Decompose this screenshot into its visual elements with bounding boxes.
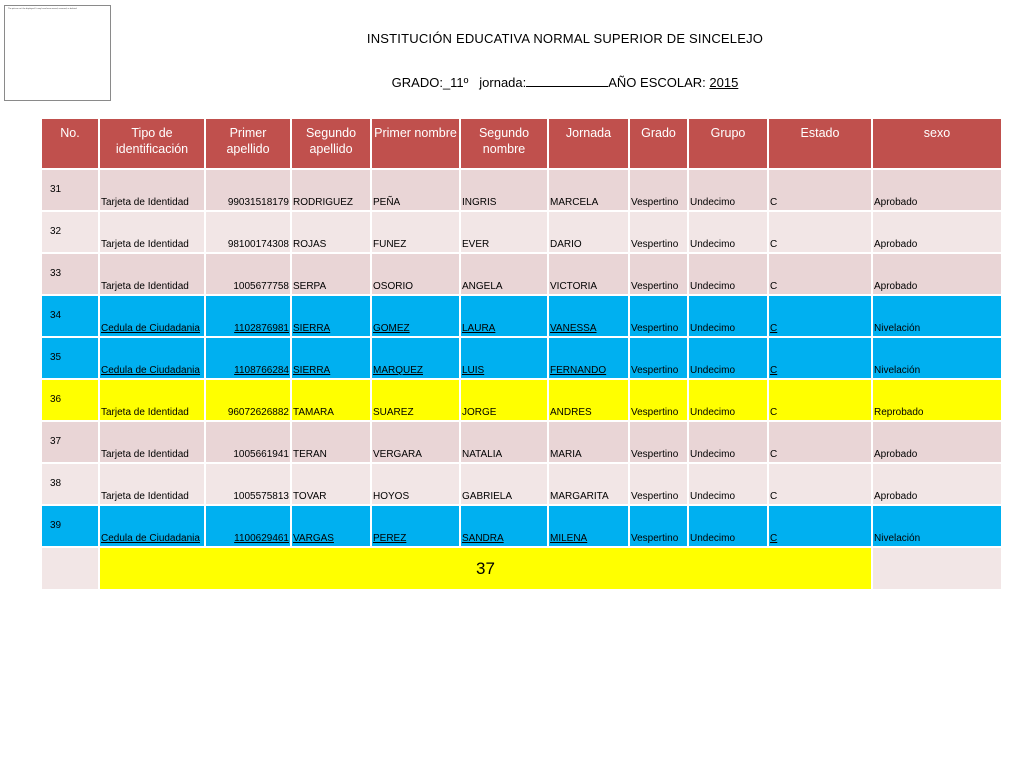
cell-grado: Undecimo — [688, 295, 768, 337]
cell-sexo: Nivelación — [872, 295, 1002, 337]
cell-grupo: C — [768, 463, 872, 505]
cell-grupo: C — [768, 421, 872, 463]
cell-grado: Undecimo — [688, 337, 768, 379]
cell-n1: SANDRA — [460, 505, 548, 547]
cell-ap1: TERAN — [291, 421, 371, 463]
cell-ap1: TOVAR — [291, 463, 371, 505]
cell-jornada: Vespertino — [629, 253, 688, 295]
cell-doc: 96072626882 — [205, 379, 291, 421]
cell-doc: 1005661941 — [205, 421, 291, 463]
cell-n2: VICTORIA — [548, 253, 629, 295]
cell-sexo: Aprobado — [872, 463, 1002, 505]
cell-sexo: Nivelación — [872, 505, 1002, 547]
cell-sexo: Reprobado — [872, 379, 1002, 421]
anio-label: AÑO ESCOLAR: — [608, 75, 706, 90]
table-row — [41, 253, 1002, 295]
table-row — [41, 337, 1002, 379]
cell-grado: Undecimo — [688, 169, 768, 211]
cell-no: 39 — [41, 505, 99, 547]
cell-n2: VANESSA — [548, 295, 629, 337]
cell-tipo: Cedula de Ciudadania — [99, 505, 205, 547]
cell-ap1: RODRIGUEZ — [291, 169, 371, 211]
cell-tipo: Tarjeta de Identidad — [99, 253, 205, 295]
col-header: Grupo — [688, 118, 768, 169]
table-row — [41, 211, 1002, 253]
cell-grado: Undecimo — [688, 421, 768, 463]
cell-n1: EVER — [460, 211, 548, 253]
jornada-blank — [526, 76, 608, 87]
cell-n2: DARIO — [548, 211, 629, 253]
total-count: 37 — [99, 547, 872, 590]
cell-tipo: Cedula de Ciudadania — [99, 295, 205, 337]
cell-grado: Undecimo — [688, 505, 768, 547]
cell-tipo: Tarjeta de Identidad — [99, 421, 205, 463]
cell-ap1: ROJAS — [291, 211, 371, 253]
cell-no: 36 — [41, 379, 99, 421]
table-header-row — [41, 118, 1002, 169]
cell-tipo: Tarjeta de Identidad — [99, 463, 205, 505]
page-title: INSTITUCIÓN EDUCATIVA NORMAL SUPERIOR DE SINCELEJO — [366, 31, 764, 46]
cell-jornada: Vespertino — [629, 211, 688, 253]
cell-ap1: VARGAS — [291, 505, 371, 547]
cell-doc: 98100174308 — [205, 211, 291, 253]
cell-doc: 1005575813 — [205, 463, 291, 505]
cell-jornada: Vespertino — [629, 463, 688, 505]
cell-ap1: TAMARA — [291, 379, 371, 421]
cell-grado: Undecimo — [688, 253, 768, 295]
col-header: Primer nombre — [371, 118, 460, 169]
cell-ap2: VERGARA — [371, 421, 460, 463]
cell-n1: INGRIS — [460, 169, 548, 211]
student-table — [40, 117, 1003, 591]
cell-n1: LUIS — [460, 337, 548, 379]
cell-jornada: Vespertino — [629, 379, 688, 421]
cell-jornada: Vespertino — [629, 169, 688, 211]
cell-ap1: SIERRA — [291, 337, 371, 379]
cell-n1: GABRIELA — [460, 463, 548, 505]
table-row — [41, 379, 1002, 421]
cell-no: 33 — [41, 253, 99, 295]
cell-doc: 99031518179 — [205, 169, 291, 211]
cell-sexo: Aprobado — [872, 169, 1002, 211]
logo-error-text: The picture can't be displayed. It may have been moved, renamed, or deleted. — [8, 8, 78, 10]
cell-n1: JORGE — [460, 379, 548, 421]
cell-grupo: C — [768, 505, 872, 547]
cell-no: 38 — [41, 463, 99, 505]
table-row — [41, 169, 1002, 211]
cell-no: 35 — [41, 337, 99, 379]
cell-ap2: HOYOS — [371, 463, 460, 505]
total-spacer — [872, 547, 1002, 590]
col-header: Segundo nombre — [460, 118, 548, 169]
cell-doc: 1108766284 — [205, 337, 291, 379]
cell-n1: NATALIA — [460, 421, 548, 463]
cell-sexo: Aprobado — [872, 253, 1002, 295]
cell-ap2: SUAREZ — [371, 379, 460, 421]
cell-tipo: Cedula de Ciudadania — [99, 337, 205, 379]
cell-ap1: SERPA — [291, 253, 371, 295]
cell-tipo: Tarjeta de Identidad — [99, 211, 205, 253]
cell-n2: MARIA — [548, 421, 629, 463]
cell-n2: FERNANDO — [548, 337, 629, 379]
table-row — [41, 463, 1002, 505]
cell-sexo: Nivelación — [872, 337, 1002, 379]
cell-n2: MARCELA — [548, 169, 629, 211]
cell-ap2: PEÑA — [371, 169, 460, 211]
cell-n1: LAURA — [460, 295, 548, 337]
cell-sexo: Aprobado — [872, 421, 1002, 463]
cell-grupo: C — [768, 169, 872, 211]
cell-n1: ANGELA — [460, 253, 548, 295]
cell-grupo: C — [768, 337, 872, 379]
total-row — [41, 547, 1002, 590]
cell-jornada: Vespertino — [629, 337, 688, 379]
col-header: Tipo de identificación — [99, 118, 205, 169]
col-header: sexo — [872, 118, 1002, 169]
cell-ap1: SIERRA — [291, 295, 371, 337]
cell-doc: 1005677758 — [205, 253, 291, 295]
table-row — [41, 505, 1002, 547]
cell-doc: 1102876981 — [205, 295, 291, 337]
table-row — [41, 421, 1002, 463]
col-header: Segundo apellido — [291, 118, 371, 169]
cell-grupo: C — [768, 379, 872, 421]
cell-n2: MILENA — [548, 505, 629, 547]
cell-grado: Undecimo — [688, 379, 768, 421]
col-header: Estado — [768, 118, 872, 169]
cell-no: 37 — [41, 421, 99, 463]
cell-ap2: OSORIO — [371, 253, 460, 295]
cell-grupo: C — [768, 295, 872, 337]
cell-n2: MARGARITA — [548, 463, 629, 505]
cell-grupo: C — [768, 211, 872, 253]
cell-grupo: C — [768, 253, 872, 295]
cell-no: 31 — [41, 169, 99, 211]
cell-jornada: Vespertino — [629, 295, 688, 337]
cell-ap2: MARQUEZ — [371, 337, 460, 379]
cell-ap2: PEREZ — [371, 505, 460, 547]
cell-grado: Undecimo — [688, 211, 768, 253]
table-row — [41, 295, 1002, 337]
cell-ap2: GOMEZ — [371, 295, 460, 337]
cell-jornada: Vespertino — [629, 421, 688, 463]
cell-sexo: Aprobado — [872, 211, 1002, 253]
anio-value: 2015 — [709, 75, 739, 90]
grado-label: GRADO:_11º — [391, 75, 469, 90]
col-header: Grado — [629, 118, 688, 169]
col-header: No. — [41, 118, 99, 169]
col-header: Jornada — [548, 118, 629, 169]
cell-tipo: Tarjeta de Identidad — [99, 379, 205, 421]
cell-ap2: FUNEZ — [371, 211, 460, 253]
cell-grado: Undecimo — [688, 463, 768, 505]
cell-jornada: Vespertino — [629, 505, 688, 547]
jornada-label: jornada: — [479, 75, 527, 90]
cell-no: 32 — [41, 211, 99, 253]
total-spacer — [41, 547, 99, 590]
logo-placeholder — [4, 5, 111, 101]
cell-no: 34 — [41, 295, 99, 337]
col-header: Primer apellido — [205, 118, 291, 169]
grado-line — [330, 75, 800, 90]
cell-tipo: Tarjeta de Identidad — [99, 169, 205, 211]
cell-n2: ANDRES — [548, 379, 629, 421]
cell-doc: 1100629461 — [205, 505, 291, 547]
